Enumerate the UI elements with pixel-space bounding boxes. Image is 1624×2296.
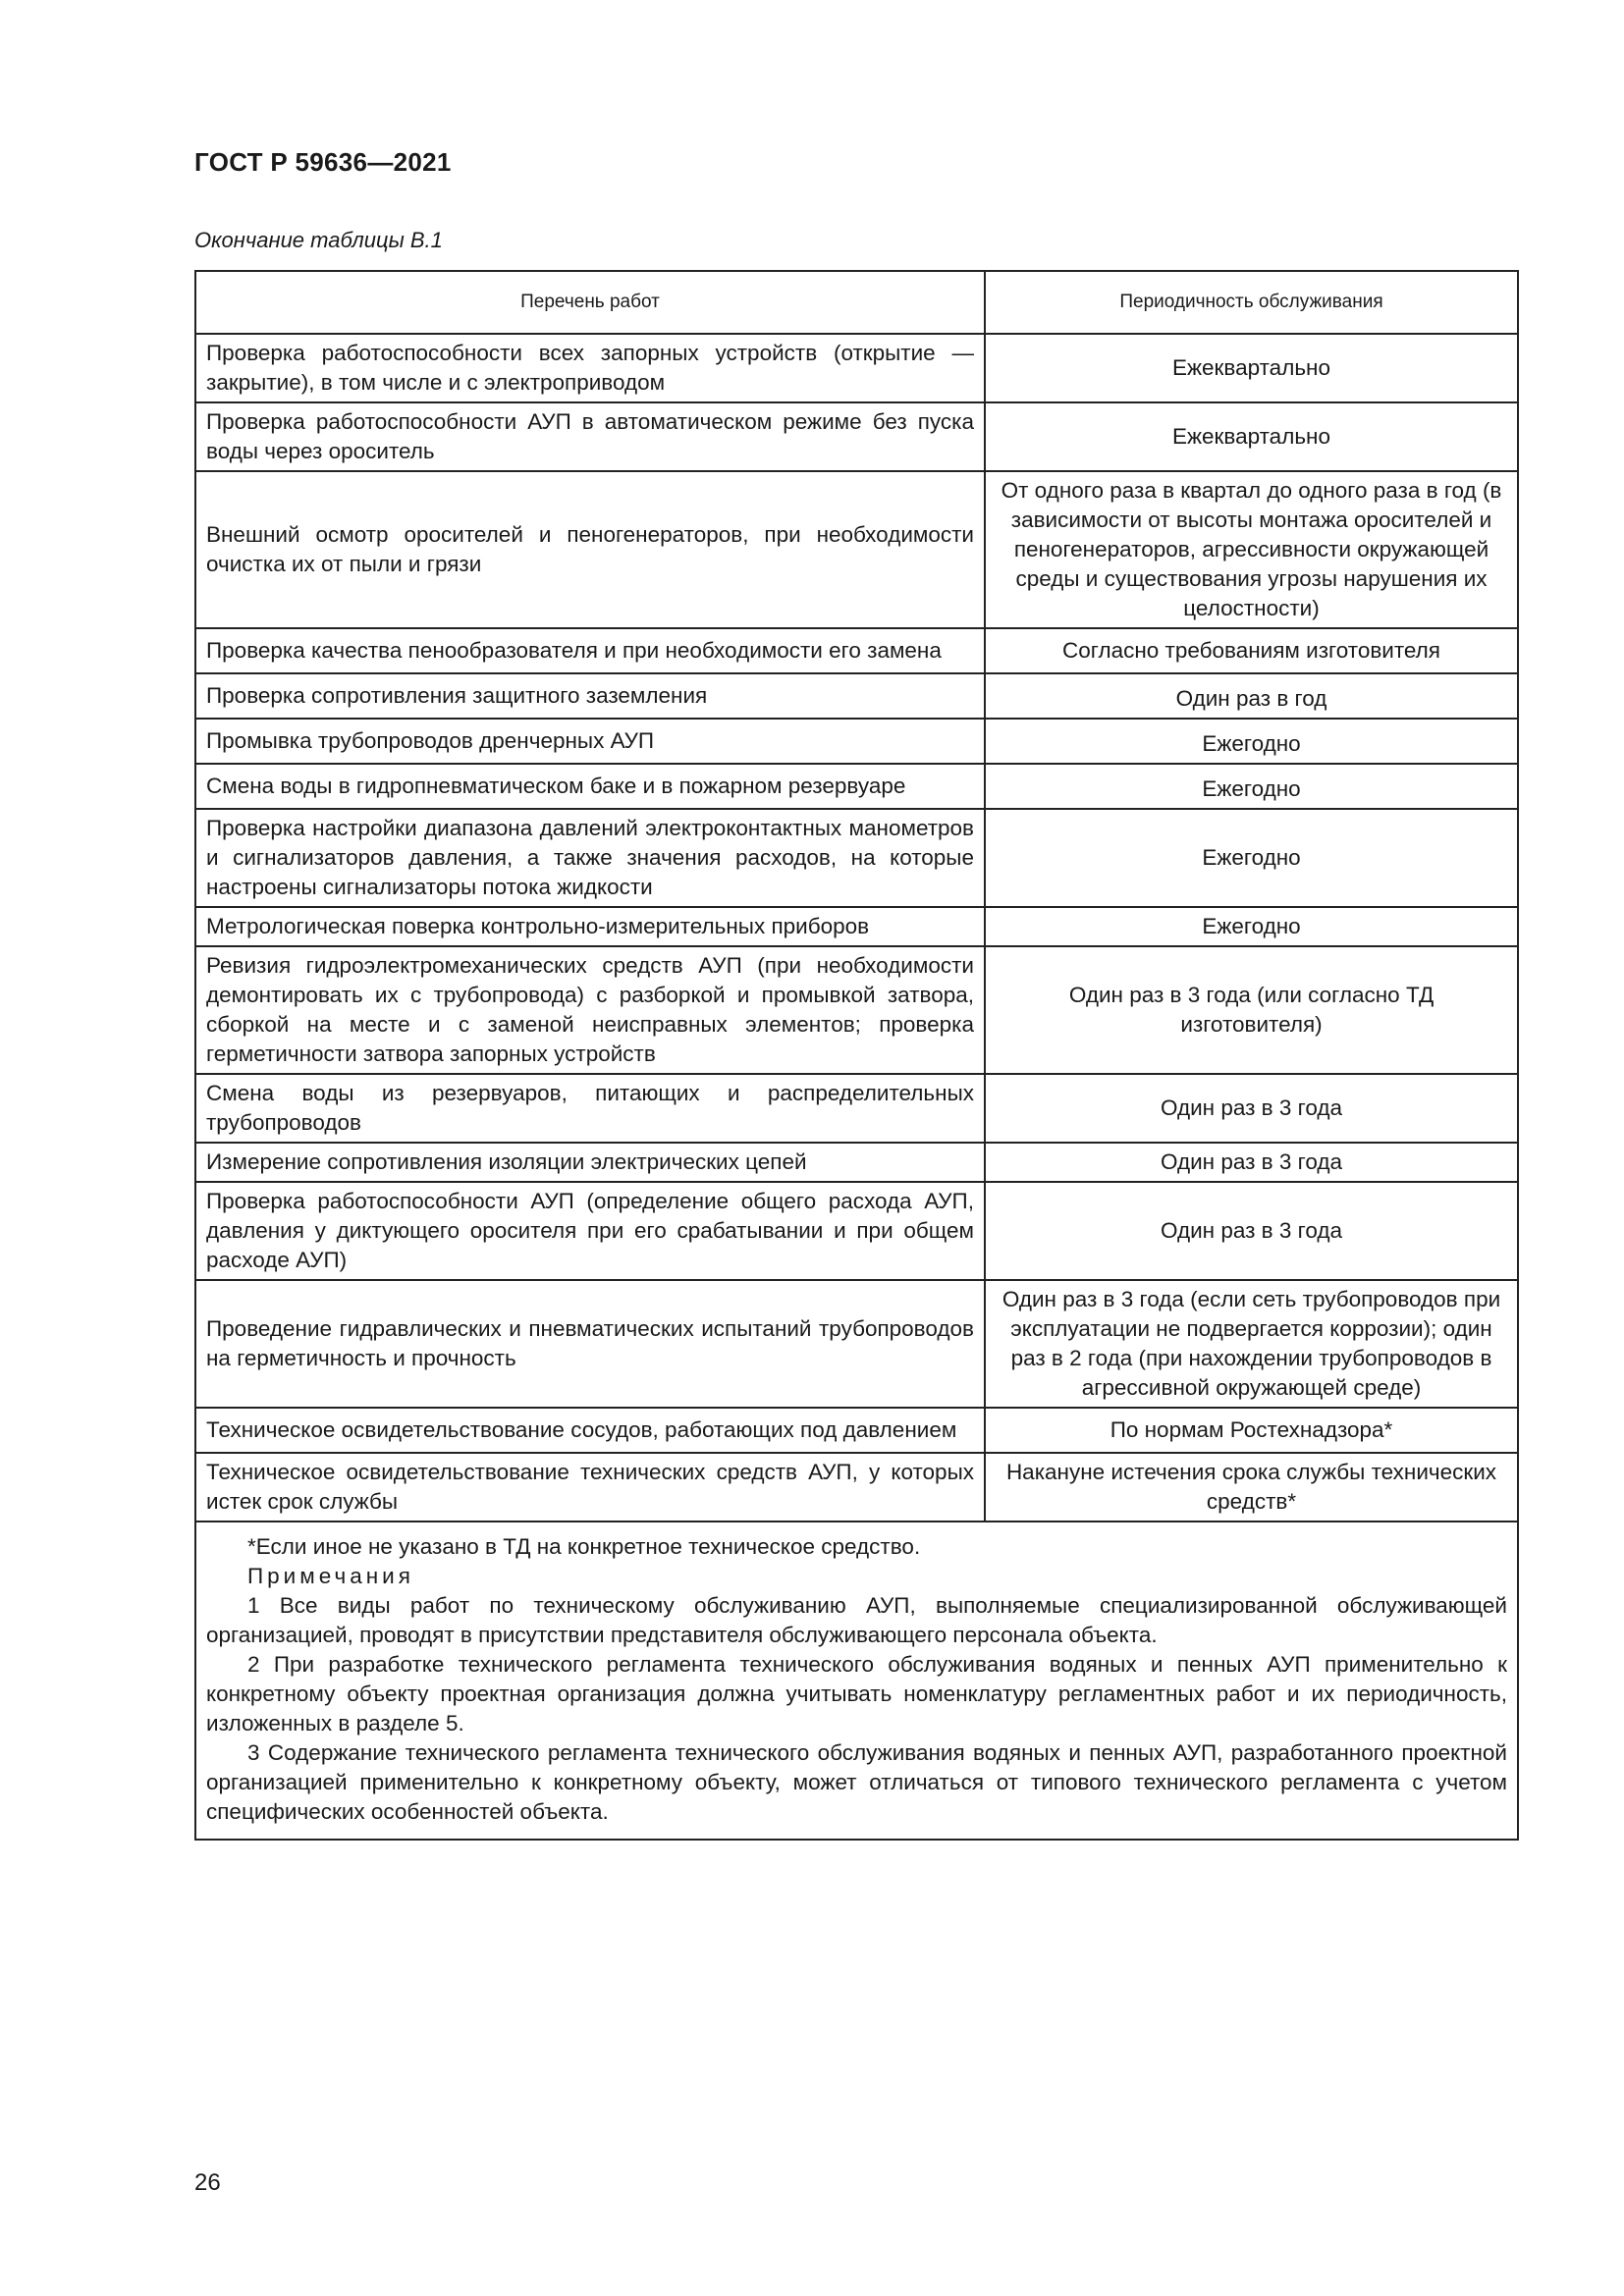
work-cell: Проверка настройки диапазона давлений электроконтактных манометров и сигнализаторов давления, а также значения расходов, на которые настроены сигнализаторы потока жидкости: [195, 809, 985, 907]
work-cell: Проверка работоспособности АУП (определение общего расхода АУП, давления у диктующего оросителя при его срабатывании и при общем расходе АУП): [195, 1182, 985, 1280]
work-cell: Проведение гидравлических и пневматических испытаний трубопроводов на герметичность и прочность: [195, 1280, 985, 1408]
note-item: 2 При разработке технического регламента технического обслуживания водяных и пенных АУП применительно к конкретному объекту проектная организация должна учитывать номенклатуру регламентных работ и их периодичность, изложенных в разделе 5.: [206, 1652, 1507, 1735]
table-row: [195, 946, 1518, 1074]
maintenance-table: [194, 270, 1519, 1841]
periodicity-cell: Ежегодно: [985, 764, 1518, 809]
work-cell: Смена воды из резервуаров, питающих и распределительных трубопроводов: [195, 1074, 985, 1143]
table-row: [195, 1074, 1518, 1143]
work-cell: Измерение сопротивления изоляции электрических цепей: [195, 1143, 985, 1182]
standard-code: ГОСТ Р 59636—2021: [194, 147, 452, 177]
periodicity-cell: Один раз в 3 года (или согласно ТД изготовителя): [985, 946, 1518, 1074]
periodicity-cell: Ежеквартально: [985, 334, 1518, 402]
periodicity-cell: Ежегодно: [985, 809, 1518, 907]
periodicity-cell: Один раз в 3 года: [985, 1182, 1518, 1280]
periodicity-cell: Один раз в 3 года: [985, 1074, 1518, 1143]
work-cell: Метрологическая поверка контрольно-измерительных приборов: [195, 907, 985, 946]
table-row: [195, 764, 1518, 809]
table-row: [195, 1182, 1518, 1280]
work-cell: Проверка работоспособности всех запорных устройств (открытие — закрытие), в том числе и с электроприводом: [195, 334, 985, 402]
footnote: *Если иное не указано в ТД на конкретное техническое средство.: [247, 1534, 921, 1559]
work-cell: Техническое освидетельствование сосудов, работающих под давлением: [195, 1408, 985, 1453]
work-cell: Проверка работоспособности АУП в автоматическом режиме без пуска воды через ороситель: [195, 402, 985, 471]
notes-cell: [195, 1522, 1518, 1840]
table-row: [195, 907, 1518, 946]
table-row: [195, 628, 1518, 673]
table-row: [195, 1453, 1518, 1522]
notes-row: [195, 1522, 1518, 1840]
note-item: 1 Все виды работ по техническому обслуживанию АУП, выполняемые специализированной обслуживающей организацией, проводят в присутствии представителя обслуживающего персонала объекта.: [206, 1593, 1507, 1647]
table-row: [195, 402, 1518, 471]
page-number: 26: [194, 2169, 221, 2196]
work-cell: Проверка качества пенообразователя и при необходимости его замена: [195, 628, 985, 673]
table-row: [195, 1280, 1518, 1408]
periodicity-cell: Один раз в 3 года (если сеть трубопроводов при эксплуатации не подвергается коррозии); один раз в 2 года (при нахождении трубопроводов в агрессивной окружающей среде): [985, 1280, 1518, 1408]
work-cell: Внешний осмотр оросителей и пеногенераторов, при необходимости очистка их от пыли и грязи: [195, 471, 985, 628]
table-header-row: [195, 271, 1518, 334]
table-row: [195, 809, 1518, 907]
table-row: [195, 719, 1518, 764]
table-row: [195, 1143, 1518, 1182]
periodicity-cell: От одного раза в квартал до одного раза в год (в зависимости от высоты монтажа оросителей и пеногенераторов, агрессивности окружающей среды и существования угрозы нарушения их целостности): [985, 471, 1518, 628]
periodicity-cell: Один раз в год: [985, 673, 1518, 719]
work-cell: Ревизия гидроэлектромеханических средств АУП (при необходимости демонтировать их с трубопровода) с разборкой и промывкой затвора, сборкой на месте и с заменой неисправных элементов; проверка герметичности затвора запорных устройств: [195, 946, 985, 1074]
periodicity-cell: Один раз в 3 года: [985, 1143, 1518, 1182]
periodicity-cell: Ежегодно: [985, 907, 1518, 946]
table-row: [195, 673, 1518, 719]
note-item: 3 Содержание технического регламента технического обслуживания водяных и пенных АУП, разработанного проектной организацией применительно к конкретному объекту, может отличаться от типового технического регламента с учетом специфических особенностей объекта.: [206, 1740, 1507, 1824]
periodicity-cell: Согласно требованиям изготовителя: [985, 628, 1518, 673]
column-header-periodicity: Периодичность обслуживания: [985, 271, 1518, 334]
periodicity-cell: Накануне истечения срока службы технических средств*: [985, 1453, 1518, 1522]
table-caption: Окончание таблицы В.1: [194, 228, 443, 252]
table-row: [195, 1408, 1518, 1453]
notes-heading: Примечания: [247, 1564, 414, 1588]
periodicity-cell: Ежеквартально: [985, 402, 1518, 471]
periodicity-cell: По нормам Ростехнадзора*: [985, 1408, 1518, 1453]
table-row: [195, 334, 1518, 402]
periodicity-cell: Ежегодно: [985, 719, 1518, 764]
table-row: [195, 471, 1518, 628]
work-cell: Проверка сопротивления защитного заземления: [195, 673, 985, 719]
work-cell: Смена воды в гидропневматическом баке и в пожарном резервуаре: [195, 764, 985, 809]
work-cell: Промывка трубопроводов дренчерных АУП: [195, 719, 985, 764]
work-cell: Техническое освидетельствование технических средств АУП, у которых истек срок службы: [195, 1453, 985, 1522]
column-header-works: Перечень работ: [195, 271, 985, 334]
